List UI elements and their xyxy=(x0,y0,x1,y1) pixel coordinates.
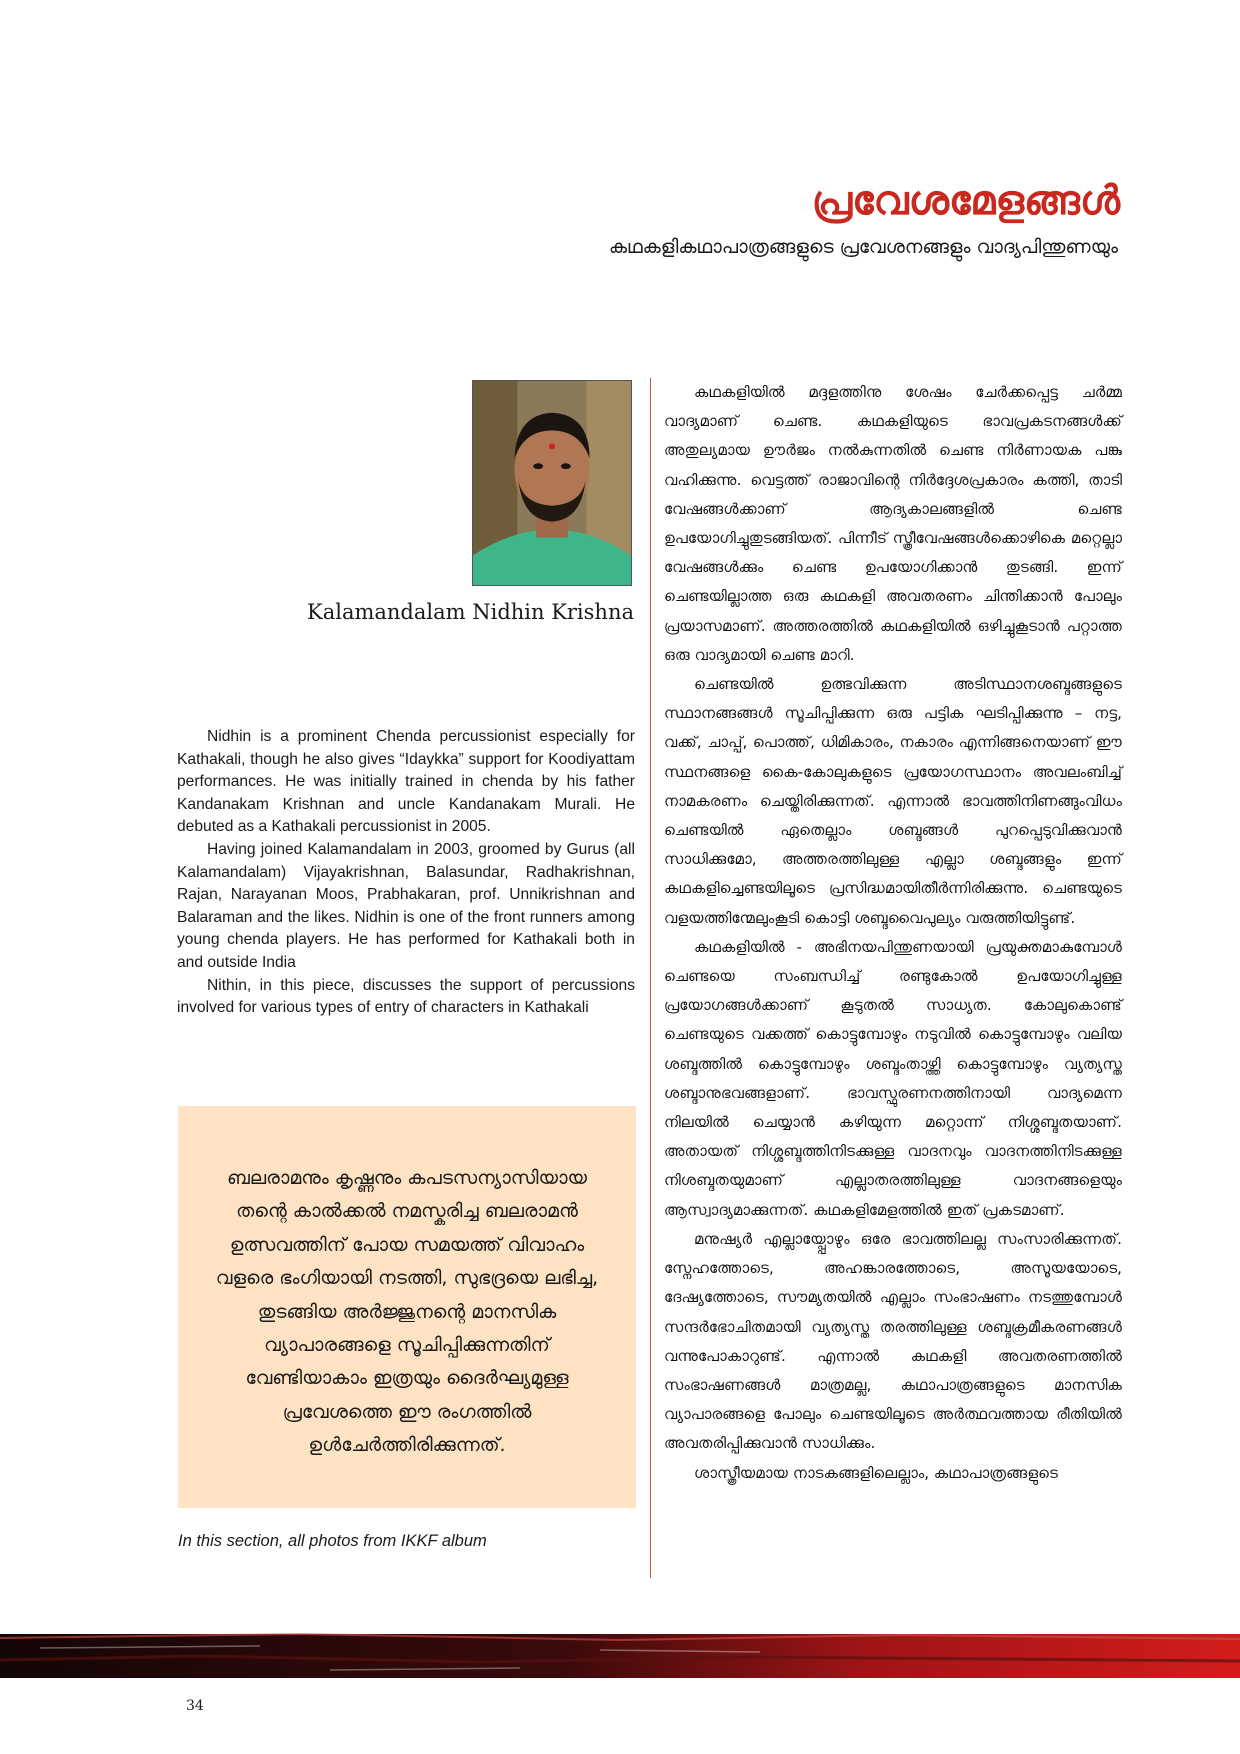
body-paragraph: ചെണ്ടയിൽ ഉത്ഭവിക്കുന്ന അടിസ്ഥാനശബ്ദങ്ങളുടെ സ്ഥാനങ്ങങ്ങൾ സൂചിപ്പിക്കുന്ന ഒരു പട്ടിക ഘടിപ്പിക്കുന്നു – നട്ട, വക്ക്, ചാപ്പ്, പൊത്ത്, ധിമികാരം, നകാരം എന്നിങ്ങനെയാണ് ഈ സ്ഥനങ്ങളെ കൈ-കോലുകളുടെ പ്രയോഗസ്ഥാനം അവലംബിച്ച് നാമകരണം ചെയ്തിരിക്കുന്നത്. എന്നാൽ ഭാവത്തിനിണങ്ങുംവിധം ചെണ്ടയിൽ ഏതെല്ലാം ശബ്ദങ്ങൾ പുറപ്പെടുവിക്കുവാൻ സാധിക്കുമോ, അത്തരത്തിലുള്ള എല്ലാ ശബ്ദങ്ങളും ഇന്ന് കഥകളിച്ചെണ്ടയിലൂടെ പ്രസിദ്ധമായിതീർന്നിരിക്കുന്നു. ചെണ്ടയുടെ വളയത്തിന്മേലുംകൂടി കൊട്ടി ശബ്ദവൈപുല്യം വരുത്തിയിട്ടുണ്ട്. xyxy=(664,675,1122,927)
body-paragraph: കഥകളിയിൽ മദ്ദളത്തിനു ശേഷം ചേർക്കപ്പെട്ട ചർമ്മ വാദ്യമാണ് ചെണ്ട. കഥകളിയുടെ ഭാവപ്രകടനങ്ങൾക്ക് അതുല്യമായ ഊർജം നൽകുന്നതിൽ ചെണ്ട നിർണായക പങ്കു വഹിക്കുന്നു. വെട്ടത്ത് രാജാവിന്റെ നിർദ്ദേശപ്രകാരം കത്തി, താടി വേഷങ്ങൾക്കാണ് ആദ്യകാലങ്ങളിൽ ചെണ്ട ഉപയോഗിച്ചുതുടങ്ങിയത്. പിന്നീട് സ്ത്രീവേഷങ്ങൾക്കൊഴികെ മറ്റെല്ലാ വേഷങ്ങൾക്കും ചെണ്ട ഉപയോഗിക്കാൻ തുടങ്ങി. ഇന്ന് ചെണ്ടയില്ലാത്ത ഒരു കഥകളി അവതരണം ചിന്തിക്കാൻ പോലും പ്രയാസമാണ്. അത്തരത്തിൽ കഥകളിയിൽ ഒഴിച്ചുകൂടാൻ പറ്റാത്ത ഒരു വാദ്യമായി ചെണ്ട മാറി. xyxy=(664,383,1122,664)
body-paragraph: കഥകളിയിൽ - അഭിനയപിന്തുണയായി പ്രയുക്തമാകുമ്പോൾ ചെണ്ടയെ സംബന്ധിച്ച് രണ്ടുകോൽ ഉപയോഗിച്ചുള്ള പ്രയോഗങ്ങൾക്കാണ് കൂടുതൽ സാധ്യത. കോലുകൊണ്ട് ചെണ്ടയുടെ വക്കത്ത് കൊട്ടുമ്പോഴും നടുവിൽ കൊട്ടുമ്പോഴും വലിയ ശബ്ദത്തിൽ കൊട്ടുമ്പോഴും ശബ്ദംതാഴ്ത്തി കൊട്ടുമ്പോഴും വ്യത്യസ്ത ശബ്ദാനുഭവങ്ങളാണ്. ഭാവസ്ഫുരണനത്തിനായി വാദ്യമെന്ന നിലയിൽ ചെയ്യാൻ കഴിയുന്ന മറ്റൊന്ന് നിശ്ശബ്ദതയാണ്. അതായത് നിശ്ശബ്ദത്തിനിടക്കുള്ള വാദനവും വാദനത്തിനിടക്കുള്ള നിശബ്ദതയുമാണ് എല്ലാതരത്തിലുള്ള വാദനങ്ങളെയും ആസ്വാദ്യമാക്കുന്നത്. കഥകളിമേളത്തിൽ ഇത് പ്രകടമാണ്. xyxy=(664,937,1122,1219)
body-paragraph: മനുഷ്യർ എല്ലായ്പ്പോഴും ഒരേ ഭാവത്തിലല്ല സംസാരിക്കുന്നത്. സ്നേഹത്തോടെ, അഹങ്കാരത്തോടെ, അസൂയയോടെ, ദേഷ്യത്തോടെ, സൗമ്യതയിൽ എല്ലാം സംഭാഷണം നടത്തുമ്പോൾ സന്ദർഭോചിതമായി വ്യത്യസ്ത തരത്തിലുള്ള ശബ്ദക്രമീകരണങ്ങൾ വന്നുപോകാറുണ്ട്. എന്നാൽ കഥകളി അവതരണത്തിൽ സംഭാഷണങ്ങൾ മാത്രമല്ല, കഥാപാത്രങ്ങളുടെ മാനസിക വ്യാപാരങ്ങളെ പോലും ചെണ്ടയിലൂടെ അർത്ഥവത്തായ രീതിയിൽ അവതരിപ്പിക്കുവാൻ സാധിക്കും. xyxy=(664,1229,1122,1453)
body-paragraph: ശാസ്ത്രീയമായ നാടകങ്ങളിലെല്ലാം, കഥാപാത്രങ്ങളുടെ xyxy=(694,1463,1058,1482)
article-body xyxy=(664,378,1122,1488)
column-divider xyxy=(650,378,651,1578)
footer-brush-band xyxy=(0,1630,1240,1682)
pull-quote-text: ബലരാമനും കൃഷ്ണനും കപടസന്യാസിയായ തന്റെ കാൽക്കൽ നമസ്കരിച്ച ബലരാമൻ ഉത്സവത്തിന് പോയ സമയത്ത് വിവാഹം വളരെ ഭംഗിയായി നടത്തി, സുഭദ്രയെ ലഭിച്ച, തുടങ്ങിയ അർജ്ജുനന്റെ മാനസിക വ്യാപാരങ്ങളെ സൂചിപ്പിക്കുന്നതിന് വേണ്ടിയാകാം ഇത്രയും ദൈർഘ്യമുള്ള പ്രവേശത്തെ ഈ രംഗത്തിൽ ഉൾചേർത്തിരിക്കുന്നത്. xyxy=(215,1167,599,1457)
page-title: പ്രവേശമേളങ്ങൾ xyxy=(811,178,1120,224)
author-bio xyxy=(177,726,635,1020)
page-number: 34 xyxy=(186,1698,204,1714)
author-photo xyxy=(472,380,632,586)
photo-credit-caption: In this section, all photos from IKKF album xyxy=(178,1532,487,1550)
author-name: Kalamandalam Nidhin Krishna xyxy=(307,600,634,624)
page-subtitle: കഥകളികഥാപാത്രങ്ങളുടെ പ്രവേശനങ്ങളും വാദ്യപിന്തുണയും xyxy=(608,236,1118,258)
bio-paragraph: Having joined Kalamandalam in 2003, groomed by Gurus (all Kalamandalam) Vijayakrishnan, Balasundar, Radhakrishnan, Rajan, Narayanan Moos, Prabhakaran, prof. Unnikrishnan and Balaraman and the likes. Nidhin is one of the front runners among young chenda players. He has performed for Kathakali both in and outside India xyxy=(177,840,635,971)
pull-quote xyxy=(178,1106,636,1508)
bio-paragraph: Nithin, in this piece, discusses the support of percussions involved for various types of entry of characters in Kathakali xyxy=(177,976,635,1017)
bio-paragraph: Nidhin is a prominent Chenda percussionist especially for Kathakali, though he also gives “Idaykka” support for Koodiyattam performances. He was initially trained in chenda by his father Kandanakam Krishnan and uncle Kandanakam Murali. He debuted as a Kathakali percussionist in 2005. xyxy=(177,728,635,836)
